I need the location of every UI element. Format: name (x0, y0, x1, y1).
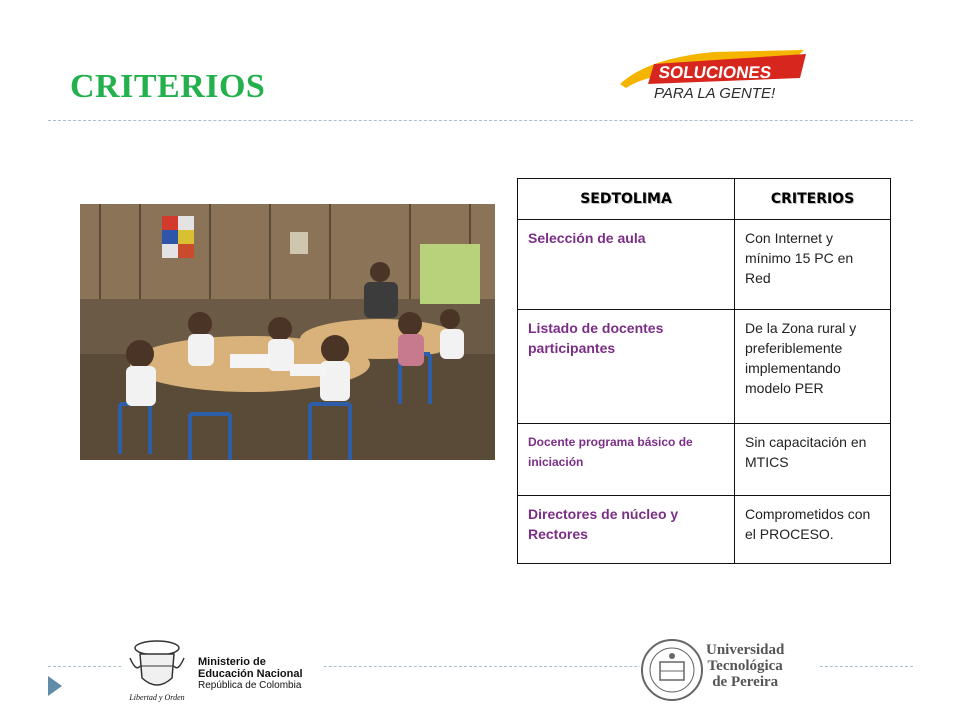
top-divider (48, 120, 913, 121)
criterion-value: De la Zona rural y preferiblemente implementando modelo PER (735, 310, 891, 424)
table-header-row (518, 179, 891, 220)
motto-text: Libertad y Orden (129, 693, 185, 702)
university-line2: Tecnológica (707, 658, 783, 674)
table-row (518, 496, 891, 564)
classroom-photo (80, 204, 495, 460)
university-line3: de Pereira (712, 674, 779, 690)
ministry-line3: República de Colombia (198, 680, 302, 691)
utp-logo (640, 632, 820, 712)
university-seal-icon (640, 638, 704, 702)
criterion-name: Directores de núcleo y Rectores (518, 496, 735, 564)
criterion-name: Selección de aula (518, 220, 735, 310)
ministry-line2: Educación Nacional (198, 668, 303, 680)
soluciones-logo (618, 50, 812, 102)
table-row (518, 220, 891, 310)
criterion-value: Sin capacitación en MTICS (735, 424, 891, 496)
coat-of-arms-icon (122, 636, 192, 708)
criteria-table (517, 178, 891, 564)
table-row (518, 310, 891, 424)
logo-line1: SOLUCIONES (657, 63, 773, 82)
criterion-value: Comprometidos con el PROCESO. (735, 496, 891, 564)
criterion-name: Docente programa básico de iniciación (518, 424, 735, 496)
criterion-name: Listado de docentes participantes (518, 310, 735, 424)
column-header: CRITERIOS (735, 179, 891, 220)
ministry-logo (122, 636, 322, 708)
table-row (518, 424, 891, 496)
page-title: CRITERIOS (70, 68, 266, 105)
criterion-value: Con Internet y mínimo 15 PC en Red (735, 220, 891, 310)
column-header: SEDTOLIMA (518, 179, 735, 220)
logo-line2: PARA LA GENTE! (654, 85, 776, 102)
ministry-line1: Ministerio de (198, 656, 266, 668)
university-line1: Universidad (706, 642, 785, 658)
bullet-arrow-icon (48, 676, 62, 696)
